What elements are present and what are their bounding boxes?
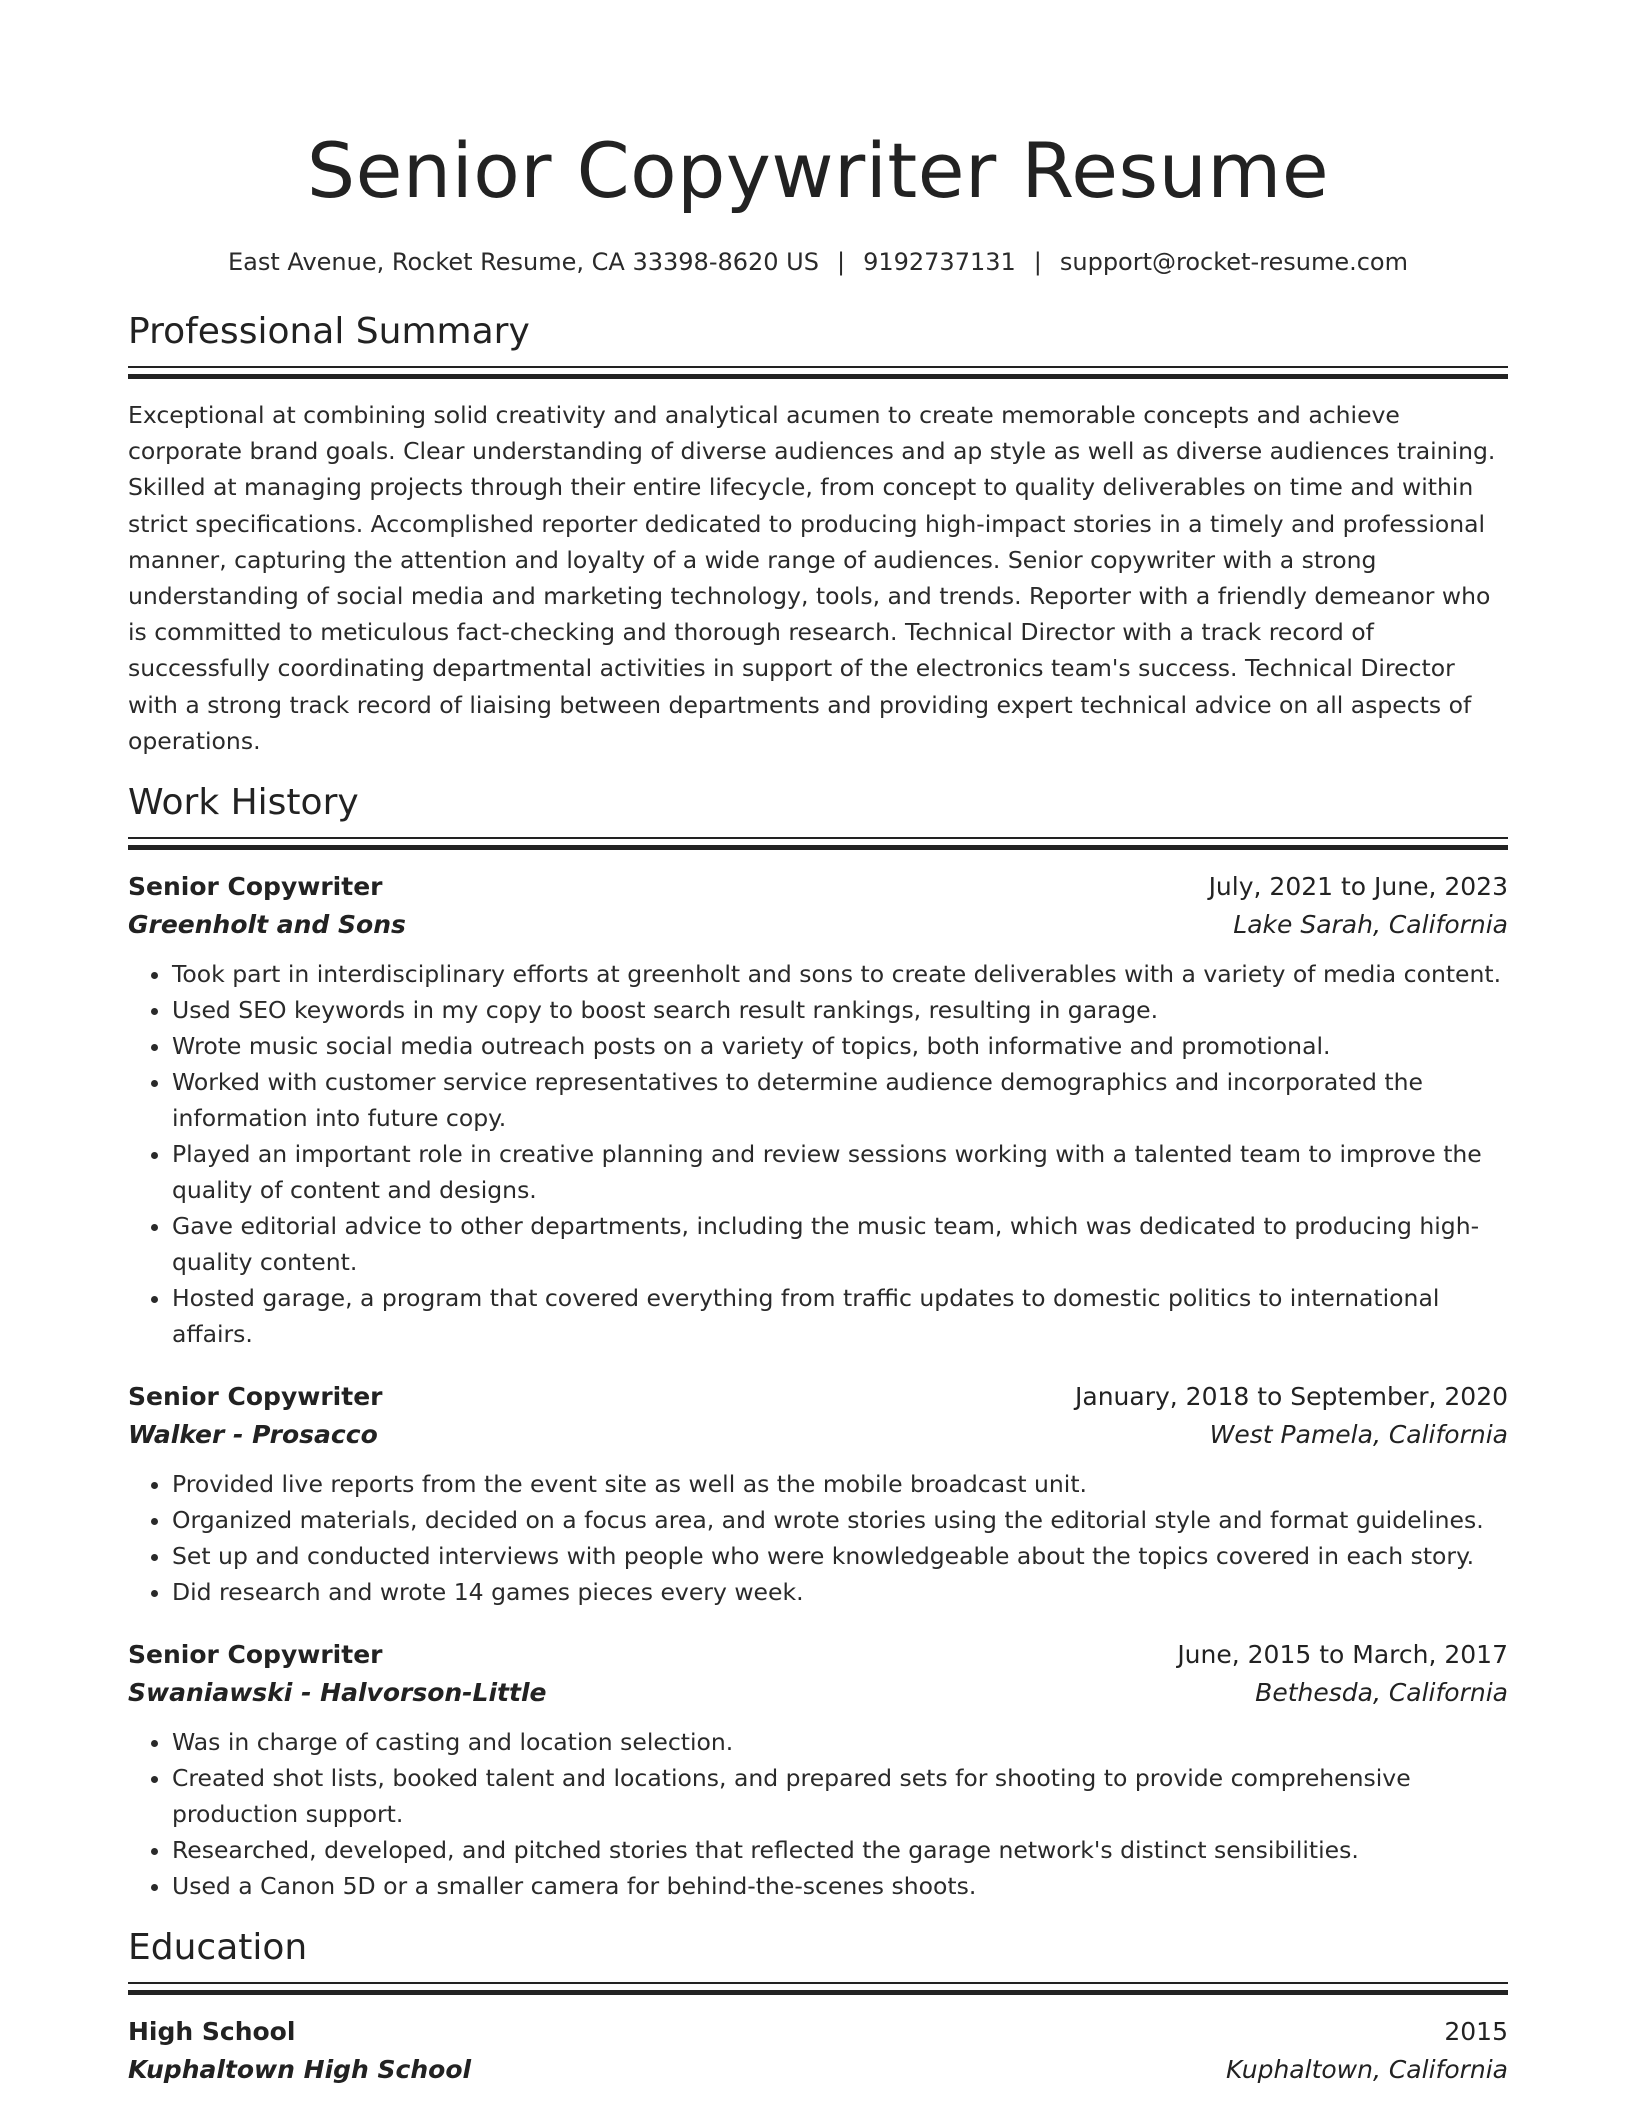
- list-item: • Worked with customer service representatives to determine audience demographics and incorporated the information into future copy.: [172, 1064, 1508, 1136]
- section-heading-summary: Professional Summary: [128, 311, 530, 352]
- job-company: Walker - Prosacco: [128, 1420, 378, 1450]
- list-item: • Gave editorial advice to other departments, including the music team, which was dedicated to producing high-quality content.: [172, 1208, 1508, 1280]
- resume-title: Senior Copywriter Resume: [306, 126, 1330, 215]
- list-item: • Hosted garage, a program that covered everything from traffic updates to domestic politics to international affairs.: [172, 1280, 1508, 1352]
- job-title: Senior Copywriter: [128, 1640, 383, 1670]
- list-item: • Played an important role in creative planning and review sessions working with a talented team to improve the quality of content and designs.: [172, 1136, 1508, 1208]
- section-divider: [128, 1982, 1508, 1995]
- job-location: West Pamela, California: [1209, 1420, 1508, 1450]
- job-title: Senior Copywriter: [128, 1382, 383, 1412]
- list-item: • Organized materials, decided on a focus area, and wrote stories using the editorial style and format guidelines.: [172, 1502, 1508, 1538]
- list-item: • Used SEO keywords in my copy to boost search result rankings, resulting in garage.: [172, 992, 1508, 1028]
- list-item: • Was in charge of casting and location selection.: [172, 1724, 1508, 1760]
- section-heading-work-history: Work History: [128, 782, 359, 824]
- summary-text: Exceptional at combining solid creativity and analytical acumen to create memorable concepts and achieve corporate brand goals. Clear understanding of diverse audiences and ap style as well as diverse audiences training. Skilled at managing projects through their entire lifecycle, from concept to quality deliverables on time and within strict specifications. Accomplished reporter dedicated to producing high-impact stories in a timely and professional manner, capturing the attention and loyalty of a wide range of audiences. Senior copywriter with a strong understanding of social media and marketing technology, tools, and trends. Reporter with a friendly demeanor who is committed to meticulous fact-checking and thorough research. Technical Director with a track record of successfully coordinating departmental activities in support of the electronics team's success. Technical Director with a strong track record of liaising between departments and providing expert technical advice on all aspects of operations.: [128, 401, 1496, 755]
- contact-line: [128, 246, 1508, 278]
- education-school: Kuphaltown High School: [128, 2055, 472, 2085]
- list-item: • Took part in interdisciplinary efforts at greenholt and sons to create deliverables with a variety of media content.: [172, 956, 1508, 992]
- work-history-section: [128, 779, 1508, 1904]
- education-year: 2015: [1444, 2017, 1508, 2047]
- list-item: • Set up and conducted interviews with people who were knowledgeable about the topics covered in each story.: [172, 1538, 1508, 1574]
- contact-email: support@rocket-resume.com: [1059, 248, 1408, 276]
- job-bullets: [128, 956, 1508, 1352]
- list-item: • Provided live reports from the event site as well as the mobile broadcast unit.: [172, 1466, 1508, 1502]
- list-item: • Researched, developed, and pitched stories that reflected the garage network's distinct sensibilities.: [172, 1832, 1508, 1868]
- job-dates: July, 2021 to June, 2023: [1208, 872, 1508, 902]
- job-location: Bethesda, California: [1255, 1678, 1508, 1708]
- list-item: • Created shot lists, booked talent and locations, and prepared sets for shooting to provide comprehensive production support.: [172, 1760, 1508, 1832]
- job-entry: [128, 868, 1508, 1352]
- job-entry: [128, 1636, 1508, 1904]
- education-location: Kuphaltown, California: [1226, 2055, 1508, 2085]
- section-heading-education: Education: [128, 1927, 308, 1969]
- section-divider: [128, 837, 1508, 850]
- job-company: Greenholt and Sons: [128, 910, 406, 940]
- job-dates: January, 2018 to September, 2020: [1075, 1382, 1508, 1412]
- job-dates: June, 2015 to March, 2017: [1177, 1640, 1508, 1670]
- section-divider: [128, 366, 1508, 379]
- job-bullets: [128, 1466, 1508, 1610]
- job-company: Swaniawski - Halvorson-Little: [128, 1678, 547, 1708]
- contact-separator: |: [836, 248, 846, 276]
- summary-section: [128, 308, 1508, 759]
- job-entry: [128, 1378, 1508, 1610]
- education-entry: [128, 2013, 1508, 2089]
- list-item: • Wrote music social media outreach posts on a variety of topics, both informative and promotional.: [172, 1028, 1508, 1064]
- education-degree: High School: [128, 2017, 296, 2047]
- contact-separator: |: [1033, 248, 1042, 276]
- contact-address: East Avenue, Rocket Resume, CA 33398-8620 US: [228, 248, 819, 276]
- job-bullets: [128, 1724, 1508, 1904]
- contact-phone: 9192737131: [863, 248, 1016, 276]
- education-section: [128, 1924, 1508, 2089]
- list-item: • Did research and wrote 14 games pieces every week.: [172, 1574, 1508, 1610]
- job-title: Senior Copywriter: [128, 872, 383, 902]
- job-location: Lake Sarah, California: [1233, 910, 1508, 940]
- list-item: • Used a Canon 5D or a smaller camera for behind-the-scenes shoots.: [172, 1868, 1508, 1904]
